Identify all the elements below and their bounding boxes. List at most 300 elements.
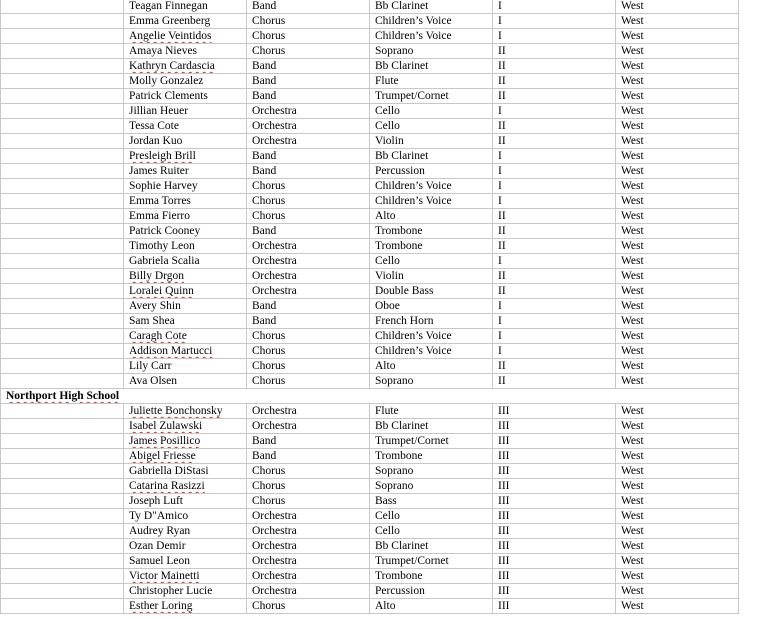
region-cell[interactable]	[616, 479, 739, 494]
level-cell[interactable]	[493, 194, 616, 209]
student-name-cell[interactable]	[124, 149, 247, 164]
instrument-cell-text: Violin	[375, 135, 404, 147]
school-cell[interactable]	[1, 314, 124, 329]
student-name-cell-text: Christopher Lucie	[129, 585, 213, 597]
ensemble-cell-text: Chorus	[252, 180, 286, 192]
level-cell[interactable]	[493, 239, 616, 254]
school-cell[interactable]	[1, 89, 124, 104]
instrument-cell-text: Cello	[375, 120, 400, 132]
student-name-cell[interactable]	[124, 419, 247, 434]
instrument-cell[interactable]	[370, 509, 493, 524]
instrument-cell[interactable]	[370, 569, 493, 584]
table-row	[1, 539, 739, 554]
instrument-cell[interactable]	[370, 224, 493, 239]
school-cell[interactable]	[1, 344, 124, 359]
ensemble-cell[interactable]	[247, 509, 370, 524]
level-cell[interactable]	[493, 419, 616, 434]
school-cell[interactable]	[1, 464, 124, 479]
ensemble-cell[interactable]	[247, 134, 370, 149]
level-cell[interactable]	[493, 374, 616, 389]
region-cell[interactable]	[616, 74, 739, 89]
level-cell[interactable]	[493, 329, 616, 344]
school-name-cell[interactable]	[1, 389, 739, 404]
school-cell[interactable]	[1, 104, 124, 119]
level-cell[interactable]	[493, 134, 616, 149]
region-cell[interactable]	[616, 419, 739, 434]
student-name-cell[interactable]	[124, 104, 247, 119]
instrument-cell[interactable]	[370, 149, 493, 164]
level-cell[interactable]	[493, 209, 616, 224]
student-name-cell-text: Presleigh Brill	[129, 150, 196, 162]
level-cell[interactable]	[493, 179, 616, 194]
instrument-cell[interactable]	[370, 419, 493, 434]
ensemble-cell[interactable]	[247, 0, 370, 14]
region-cell[interactable]	[616, 404, 739, 419]
level-cell[interactable]	[493, 89, 616, 104]
school-cell[interactable]	[1, 539, 124, 554]
student-name-cell[interactable]	[124, 344, 247, 359]
region-cell[interactable]	[616, 89, 739, 104]
student-name-cell-text: Ava Olsen	[129, 375, 178, 387]
student-name-cell-text: Tessa Cote	[129, 120, 179, 132]
student-name-cell-text: James Posillico	[129, 435, 201, 447]
level-cell[interactable]	[493, 164, 616, 179]
region-cell[interactable]	[616, 359, 739, 374]
region-cell-text: West	[621, 285, 644, 297]
student-name-cell[interactable]	[124, 14, 247, 29]
level-cell-text: I	[498, 255, 502, 267]
level-cell[interactable]	[493, 59, 616, 74]
instrument-cell-text: Double Bass	[375, 285, 434, 297]
region-cell[interactable]	[616, 254, 739, 269]
level-cell[interactable]	[493, 299, 616, 314]
student-name-cell[interactable]	[124, 164, 247, 179]
instrument-cell[interactable]	[370, 29, 493, 44]
region-cell-text: West	[621, 60, 644, 72]
region-cell[interactable]	[616, 0, 739, 14]
region-cell-text: West	[621, 225, 644, 237]
instrument-cell[interactable]	[370, 254, 493, 269]
level-cell[interactable]	[493, 494, 616, 509]
school-cell[interactable]	[1, 134, 124, 149]
region-cell[interactable]	[616, 284, 739, 299]
region-cell[interactable]	[616, 509, 739, 524]
student-name-cell[interactable]	[124, 0, 247, 14]
student-name-cell[interactable]	[124, 359, 247, 374]
student-name-cell[interactable]	[124, 194, 247, 209]
student-name-cell[interactable]	[124, 239, 247, 254]
level-cell-text: II	[498, 375, 506, 387]
ensemble-cell[interactable]	[247, 179, 370, 194]
table-row	[1, 359, 739, 374]
level-cell-text: III	[498, 435, 510, 447]
instrument-cell[interactable]	[370, 539, 493, 554]
student-name-cell-text: Samuel Leon	[129, 555, 190, 567]
ensemble-cell[interactable]	[247, 524, 370, 539]
instrument-cell[interactable]	[370, 269, 493, 284]
school-cell[interactable]	[1, 59, 124, 74]
level-cell[interactable]	[493, 584, 616, 599]
level-cell[interactable]	[493, 0, 616, 14]
region-cell[interactable]	[616, 314, 739, 329]
level-cell[interactable]	[493, 284, 616, 299]
level-cell-text: II	[498, 210, 506, 222]
ensemble-cell[interactable]	[247, 449, 370, 464]
student-name-cell-text: Emma Greenberg	[129, 15, 211, 27]
instrument-cell[interactable]	[370, 494, 493, 509]
instrument-cell[interactable]	[370, 434, 493, 449]
school-cell[interactable]	[1, 209, 124, 224]
instrument-cell[interactable]	[370, 524, 493, 539]
student-name-cell[interactable]	[124, 449, 247, 464]
level-cell[interactable]	[493, 254, 616, 269]
instrument-cell[interactable]	[370, 134, 493, 149]
level-cell[interactable]	[493, 14, 616, 29]
ensemble-cell[interactable]	[247, 359, 370, 374]
ensemble-cell[interactable]	[247, 584, 370, 599]
student-name-cell[interactable]	[124, 494, 247, 509]
region-cell[interactable]	[616, 539, 739, 554]
ensemble-cell[interactable]	[247, 539, 370, 554]
region-cell[interactable]	[616, 494, 739, 509]
ensemble-cell[interactable]	[247, 44, 370, 59]
ensemble-cell[interactable]	[247, 14, 370, 29]
region-cell-text: West	[621, 30, 644, 42]
student-name-cell[interactable]	[124, 329, 247, 344]
ensemble-cell-text: Band	[252, 225, 277, 237]
level-cell[interactable]	[493, 434, 616, 449]
instrument-cell[interactable]	[370, 374, 493, 389]
school-cell[interactable]	[1, 29, 124, 44]
level-cell[interactable]	[493, 464, 616, 479]
instrument-cell[interactable]	[370, 359, 493, 374]
ensemble-cell[interactable]	[247, 554, 370, 569]
school-cell[interactable]	[1, 284, 124, 299]
instrument-cell[interactable]	[370, 89, 493, 104]
region-cell-text: West	[621, 315, 644, 327]
level-cell[interactable]	[493, 74, 616, 89]
instrument-cell[interactable]	[370, 179, 493, 194]
region-cell[interactable]	[616, 464, 739, 479]
student-name-cell-text: Emma Fierro	[129, 210, 190, 222]
ensemble-cell[interactable]	[247, 239, 370, 254]
ensemble-cell[interactable]	[247, 224, 370, 239]
instrument-cell[interactable]	[370, 194, 493, 209]
school-cell[interactable]	[1, 404, 124, 419]
level-cell[interactable]	[493, 599, 616, 614]
level-cell[interactable]	[493, 524, 616, 539]
school-cell[interactable]	[1, 194, 124, 209]
ensemble-cell[interactable]	[247, 149, 370, 164]
school-cell[interactable]	[1, 239, 124, 254]
school-cell[interactable]	[1, 0, 124, 14]
instrument-cell[interactable]	[370, 164, 493, 179]
instrument-cell[interactable]	[370, 344, 493, 359]
school-cell[interactable]	[1, 254, 124, 269]
student-name-cell[interactable]	[124, 569, 247, 584]
region-cell[interactable]	[616, 194, 739, 209]
instrument-cell-text: Alto	[375, 600, 396, 612]
table-row	[1, 0, 739, 14]
level-cell[interactable]	[493, 569, 616, 584]
student-name-cell[interactable]	[124, 524, 247, 539]
ensemble-cell[interactable]	[247, 494, 370, 509]
level-cell[interactable]	[493, 29, 616, 44]
student-name-cell[interactable]	[124, 224, 247, 239]
instrument-cell[interactable]	[370, 284, 493, 299]
ensemble-cell[interactable]	[247, 284, 370, 299]
school-cell[interactable]	[1, 449, 124, 464]
student-name-cell[interactable]	[124, 584, 247, 599]
instrument-cell[interactable]	[370, 464, 493, 479]
school-cell[interactable]	[1, 494, 124, 509]
region-cell[interactable]	[616, 224, 739, 239]
student-name-cell[interactable]	[124, 599, 247, 614]
level-cell[interactable]	[493, 119, 616, 134]
school-cell[interactable]	[1, 509, 124, 524]
instrument-cell[interactable]	[370, 14, 493, 29]
instrument-cell[interactable]	[370, 404, 493, 419]
student-name-cell[interactable]	[124, 29, 247, 44]
school-cell[interactable]	[1, 299, 124, 314]
school-cell[interactable]	[1, 479, 124, 494]
student-name-cell-text: Audrey Ryan	[129, 525, 191, 537]
instrument-cell-text: Alto	[375, 210, 396, 222]
region-cell[interactable]	[616, 449, 739, 464]
ensemble-cell[interactable]	[247, 194, 370, 209]
school-cell[interactable]	[1, 119, 124, 134]
region-cell[interactable]	[616, 434, 739, 449]
ensemble-cell[interactable]	[247, 299, 370, 314]
instrument-cell-text: Bass	[375, 495, 397, 507]
ensemble-cell[interactable]	[247, 59, 370, 74]
ensemble-cell[interactable]	[247, 314, 370, 329]
ensemble-cell[interactable]	[247, 374, 370, 389]
region-cell[interactable]	[616, 164, 739, 179]
student-name-cell[interactable]	[124, 464, 247, 479]
level-cell-text: I	[498, 150, 502, 162]
school-cell[interactable]	[1, 329, 124, 344]
ensemble-cell[interactable]	[247, 479, 370, 494]
school-cell[interactable]	[1, 584, 124, 599]
level-cell[interactable]	[493, 509, 616, 524]
region-cell[interactable]	[616, 179, 739, 194]
student-name-cell[interactable]	[124, 134, 247, 149]
region-cell[interactable]	[616, 134, 739, 149]
student-name-cell[interactable]	[124, 179, 247, 194]
level-cell[interactable]	[493, 224, 616, 239]
instrument-cell[interactable]	[370, 74, 493, 89]
student-name-cell[interactable]	[124, 119, 247, 134]
student-name-cell-text: Isabel Zulawski	[129, 420, 203, 432]
instrument-cell[interactable]	[370, 59, 493, 74]
level-cell[interactable]	[493, 344, 616, 359]
instrument-cell-text: Bb Clarinet	[375, 60, 429, 72]
ensemble-cell-text: Orchestra	[252, 570, 297, 582]
level-cell-text: I	[498, 345, 502, 357]
school-cell[interactable]	[1, 569, 124, 584]
table-row	[1, 149, 739, 164]
region-cell[interactable]	[616, 104, 739, 119]
instrument-cell[interactable]	[370, 449, 493, 464]
level-cell[interactable]	[493, 539, 616, 554]
student-name-cell-text: Catarina Rasizzi	[129, 480, 205, 492]
school-cell[interactable]	[1, 434, 124, 449]
ensemble-cell[interactable]	[247, 209, 370, 224]
ensemble-cell[interactable]	[247, 344, 370, 359]
student-name-cell[interactable]	[124, 209, 247, 224]
instrument-cell[interactable]	[370, 584, 493, 599]
instrument-cell-text: French Horn	[375, 315, 434, 327]
ensemble-cell[interactable]	[247, 74, 370, 89]
instrument-cell[interactable]	[370, 299, 493, 314]
ensemble-cell[interactable]	[247, 164, 370, 179]
instrument-cell[interactable]	[370, 119, 493, 134]
student-name-cell[interactable]	[124, 404, 247, 419]
ensemble-cell[interactable]	[247, 29, 370, 44]
instrument-cell-text: Soprano	[375, 465, 414, 477]
ensemble-cell[interactable]	[247, 254, 370, 269]
ensemble-cell[interactable]	[247, 89, 370, 104]
ensemble-cell[interactable]	[247, 464, 370, 479]
level-cell[interactable]	[493, 104, 616, 119]
school-cell[interactable]	[1, 164, 124, 179]
student-name-cell[interactable]	[124, 44, 247, 59]
instrument-cell[interactable]	[370, 329, 493, 344]
student-name-cell[interactable]	[124, 554, 247, 569]
student-name-cell-text: Esther Loring	[129, 600, 193, 612]
instrument-cell[interactable]	[370, 44, 493, 59]
school-cell[interactable]	[1, 554, 124, 569]
instrument-cell[interactable]	[370, 0, 493, 14]
instrument-cell[interactable]	[370, 104, 493, 119]
level-cell[interactable]	[493, 449, 616, 464]
school-cell[interactable]	[1, 179, 124, 194]
school-cell[interactable]	[1, 599, 124, 614]
student-name-cell-text: Joseph Luft	[129, 495, 183, 507]
student-name-cell[interactable]	[124, 284, 247, 299]
instrument-cell[interactable]	[370, 479, 493, 494]
ensemble-cell[interactable]	[247, 404, 370, 419]
level-cell[interactable]	[493, 44, 616, 59]
student-name-cell-text: Gabriella DiStasi	[129, 465, 209, 477]
student-name-cell-text: Jordan Kuo	[129, 135, 183, 147]
region-cell[interactable]	[616, 344, 739, 359]
school-cell[interactable]	[1, 419, 124, 434]
ensemble-cell[interactable]	[247, 599, 370, 614]
student-name-cell[interactable]	[124, 299, 247, 314]
level-cell[interactable]	[493, 269, 616, 284]
instrument-cell[interactable]	[370, 554, 493, 569]
region-cell[interactable]	[616, 374, 739, 389]
student-name-cell[interactable]	[124, 509, 247, 524]
school-cell[interactable]	[1, 359, 124, 374]
student-name-cell-text: Sophie Harvey	[129, 180, 198, 192]
level-cell[interactable]	[493, 359, 616, 374]
instrument-cell[interactable]	[370, 239, 493, 254]
region-cell[interactable]	[616, 29, 739, 44]
ensemble-cell[interactable]	[247, 119, 370, 134]
ensemble-cell[interactable]	[247, 104, 370, 119]
table-row	[1, 509, 739, 524]
student-name-cell[interactable]	[124, 374, 247, 389]
school-cell[interactable]	[1, 269, 124, 284]
instrument-cell-text: Children’s Voice	[375, 15, 452, 27]
table-row	[1, 179, 739, 194]
ensemble-cell[interactable]	[247, 269, 370, 284]
level-cell-text: II	[498, 270, 506, 282]
student-name-cell[interactable]	[124, 434, 247, 449]
level-cell-text: II	[498, 75, 506, 87]
region-cell[interactable]	[616, 59, 739, 74]
instrument-cell[interactable]	[370, 599, 493, 614]
region-cell[interactable]	[616, 569, 739, 584]
student-name-cell[interactable]	[124, 539, 247, 554]
school-cell[interactable]	[1, 74, 124, 89]
instrument-cell-text: Children’s Voice	[375, 180, 452, 192]
level-cell[interactable]	[493, 149, 616, 164]
school-cell[interactable]	[1, 224, 124, 239]
table-row	[1, 194, 739, 209]
region-cell[interactable]	[616, 584, 739, 599]
level-cell[interactable]	[493, 314, 616, 329]
student-name-cell[interactable]	[124, 89, 247, 104]
instrument-cell[interactable]	[370, 209, 493, 224]
region-cell[interactable]	[616, 119, 739, 134]
level-cell[interactable]	[493, 554, 616, 569]
student-name-cell[interactable]	[124, 74, 247, 89]
region-cell[interactable]	[616, 239, 739, 254]
instrument-cell-text: Trombone	[375, 450, 423, 462]
student-name-cell-text: Kathryn Cardascia	[129, 60, 215, 72]
table-row	[1, 74, 739, 89]
level-cell[interactable]	[493, 479, 616, 494]
student-name-cell[interactable]	[124, 314, 247, 329]
region-cell[interactable]	[616, 329, 739, 344]
school-cell[interactable]	[1, 14, 124, 29]
region-cell[interactable]	[616, 599, 739, 614]
region-cell[interactable]	[616, 209, 739, 224]
ensemble-cell-text: Band	[252, 435, 277, 447]
school-cell[interactable]	[1, 524, 124, 539]
region-cell[interactable]	[616, 14, 739, 29]
school-cell[interactable]	[1, 149, 124, 164]
table-row	[1, 524, 739, 539]
ensemble-cell[interactable]	[247, 434, 370, 449]
level-cell[interactable]	[493, 404, 616, 419]
instrument-cell-text: Percussion	[375, 165, 425, 177]
ensemble-cell[interactable]	[247, 419, 370, 434]
region-cell[interactable]	[616, 269, 739, 284]
table-row	[1, 404, 739, 419]
student-name-cell[interactable]	[124, 59, 247, 74]
region-cell[interactable]	[616, 149, 739, 164]
student-name-cell[interactable]	[124, 254, 247, 269]
region-cell[interactable]	[616, 554, 739, 569]
region-cell[interactable]	[616, 524, 739, 539]
ensemble-cell[interactable]	[247, 569, 370, 584]
ensemble-cell[interactable]	[247, 329, 370, 344]
instrument-cell[interactable]	[370, 314, 493, 329]
table-row	[1, 254, 739, 269]
region-cell[interactable]	[616, 44, 739, 59]
school-cell[interactable]	[1, 44, 124, 59]
school-cell[interactable]	[1, 374, 124, 389]
region-cell[interactable]	[616, 299, 739, 314]
region-cell-text: West	[621, 75, 644, 87]
student-name-cell[interactable]	[124, 479, 247, 494]
student-name-cell[interactable]	[124, 269, 247, 284]
